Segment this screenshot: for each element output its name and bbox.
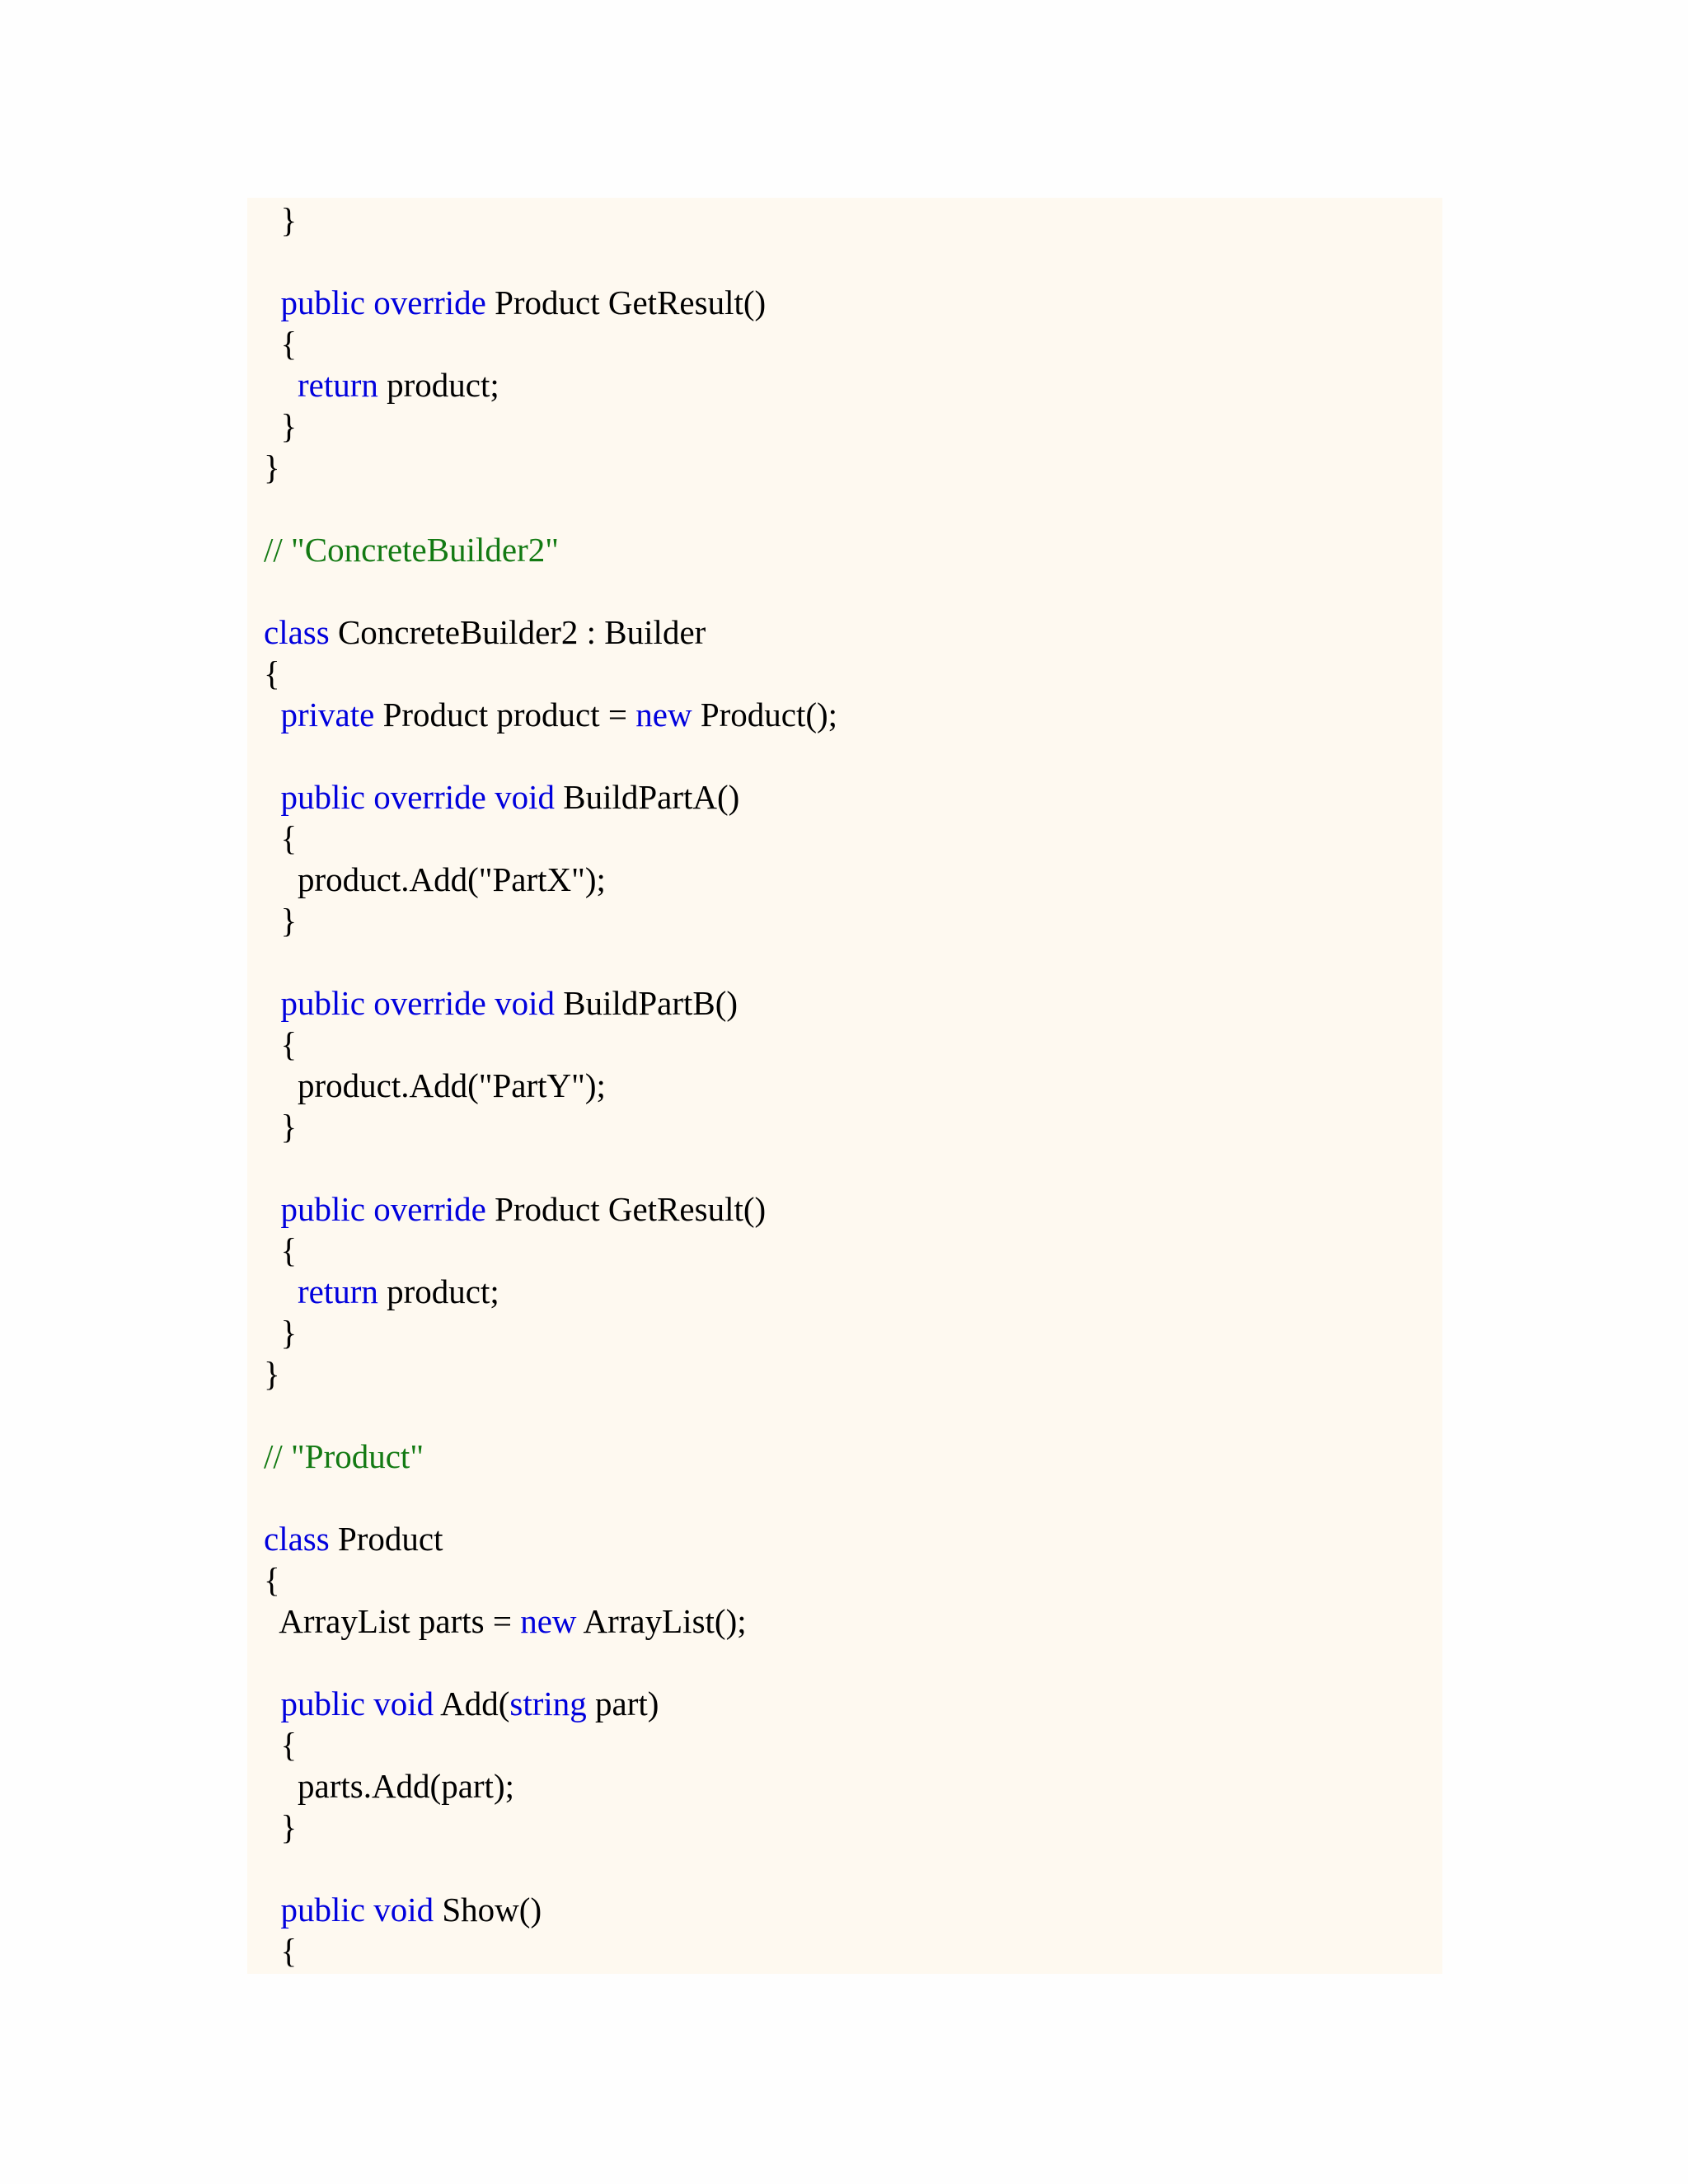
code-text: Product	[329, 1520, 443, 1558]
code-text: ConcreteBuilder2 : Builder	[329, 613, 706, 651]
code-line	[264, 529, 837, 570]
code-text: BuildPartB()	[554, 984, 738, 1022]
code-text: Product();	[692, 696, 838, 733]
code-line	[264, 323, 837, 364]
code-line	[264, 1807, 837, 1848]
code-line	[264, 364, 837, 405]
code-line	[264, 1436, 837, 1477]
code-line	[264, 694, 837, 735]
code-line	[264, 1601, 837, 1642]
code-text: }	[264, 1314, 298, 1352]
code-line	[264, 859, 837, 900]
code-line	[264, 1188, 837, 1230]
code-line	[264, 282, 837, 323]
code-listing	[247, 198, 1442, 1974]
code-text: product;	[377, 366, 499, 404]
code-line	[264, 241, 837, 282]
code-line	[264, 941, 837, 982]
code-text: {	[264, 654, 280, 692]
code-text: product.Add("PartY");	[264, 1066, 606, 1104]
code-comment: // "Product"	[264, 1437, 424, 1475]
code-line	[264, 1518, 837, 1559]
code-text: }	[264, 1355, 280, 1393]
code-line	[264, 1271, 837, 1312]
code-text: Add(	[434, 1685, 510, 1722]
code-line	[264, 653, 837, 694]
code-line	[264, 1394, 837, 1436]
code-text: }	[264, 1108, 298, 1146]
code-lines	[264, 199, 837, 1971]
code-keyword: public override void	[264, 984, 555, 1022]
code-text: {	[264, 1231, 298, 1269]
code-keyword: public override	[264, 1190, 486, 1228]
code-text: ArrayList();	[576, 1602, 747, 1640]
code-line	[264, 1889, 837, 1930]
code-text: }	[264, 902, 298, 940]
code-line	[264, 1312, 837, 1353]
code-keyword: new	[635, 696, 692, 733]
code-text: }	[264, 201, 298, 239]
code-keyword: return	[264, 1272, 378, 1310]
code-line	[264, 1930, 837, 1971]
code-line	[264, 1765, 837, 1807]
code-text: {	[264, 1561, 280, 1599]
code-text: {	[264, 1726, 298, 1764]
code-text: {	[264, 1932, 298, 1970]
code-line	[264, 199, 837, 241]
code-line	[264, 900, 837, 941]
code-line	[264, 570, 837, 612]
code-text: }	[264, 1808, 298, 1846]
code-keyword: string	[509, 1685, 587, 1722]
code-keyword: class	[264, 1520, 330, 1558]
code-line	[264, 1230, 837, 1271]
code-text: }	[264, 448, 280, 486]
code-text: BuildPartA()	[554, 778, 740, 816]
code-line	[264, 735, 837, 776]
code-keyword: new	[520, 1602, 577, 1640]
code-line	[264, 1065, 837, 1106]
code-keyword: public void	[264, 1685, 434, 1722]
code-text: ArrayList parts =	[264, 1602, 521, 1640]
code-text: part)	[586, 1685, 659, 1722]
code-keyword: public override void	[264, 778, 555, 816]
code-text: product.Add("PartX");	[264, 860, 606, 898]
code-text: parts.Add(part);	[264, 1767, 514, 1805]
code-text: Product GetResult()	[485, 284, 767, 321]
code-keyword: class	[264, 613, 330, 651]
code-line	[264, 488, 837, 529]
code-text: {	[264, 325, 298, 363]
code-text: product;	[377, 1272, 499, 1310]
code-keyword: public void	[264, 1891, 434, 1929]
code-line	[264, 776, 837, 818]
code-keyword: private	[264, 696, 375, 733]
code-line	[264, 1848, 837, 1889]
code-line	[264, 1024, 837, 1065]
code-text: }	[264, 407, 298, 445]
code-text: {	[264, 819, 298, 857]
code-keyword: public override	[264, 284, 486, 321]
code-line	[264, 1353, 837, 1394]
code-line	[264, 1106, 837, 1147]
code-line	[264, 1559, 837, 1601]
code-line	[264, 1642, 837, 1683]
code-text: Product product =	[374, 696, 636, 733]
code-line	[264, 612, 837, 653]
code-line	[264, 1683, 837, 1724]
code-line	[264, 818, 837, 859]
code-line	[264, 982, 837, 1024]
code-line	[264, 1724, 837, 1765]
code-text: Show()	[434, 1891, 542, 1929]
code-line	[264, 405, 837, 447]
code-line	[264, 447, 837, 488]
code-line	[264, 1147, 837, 1188]
code-text: {	[264, 1025, 298, 1063]
code-text: Product GetResult()	[485, 1190, 767, 1228]
code-line	[264, 1477, 837, 1518]
code-comment: // "ConcreteBuilder2"	[264, 531, 559, 569]
code-keyword: return	[264, 366, 378, 404]
